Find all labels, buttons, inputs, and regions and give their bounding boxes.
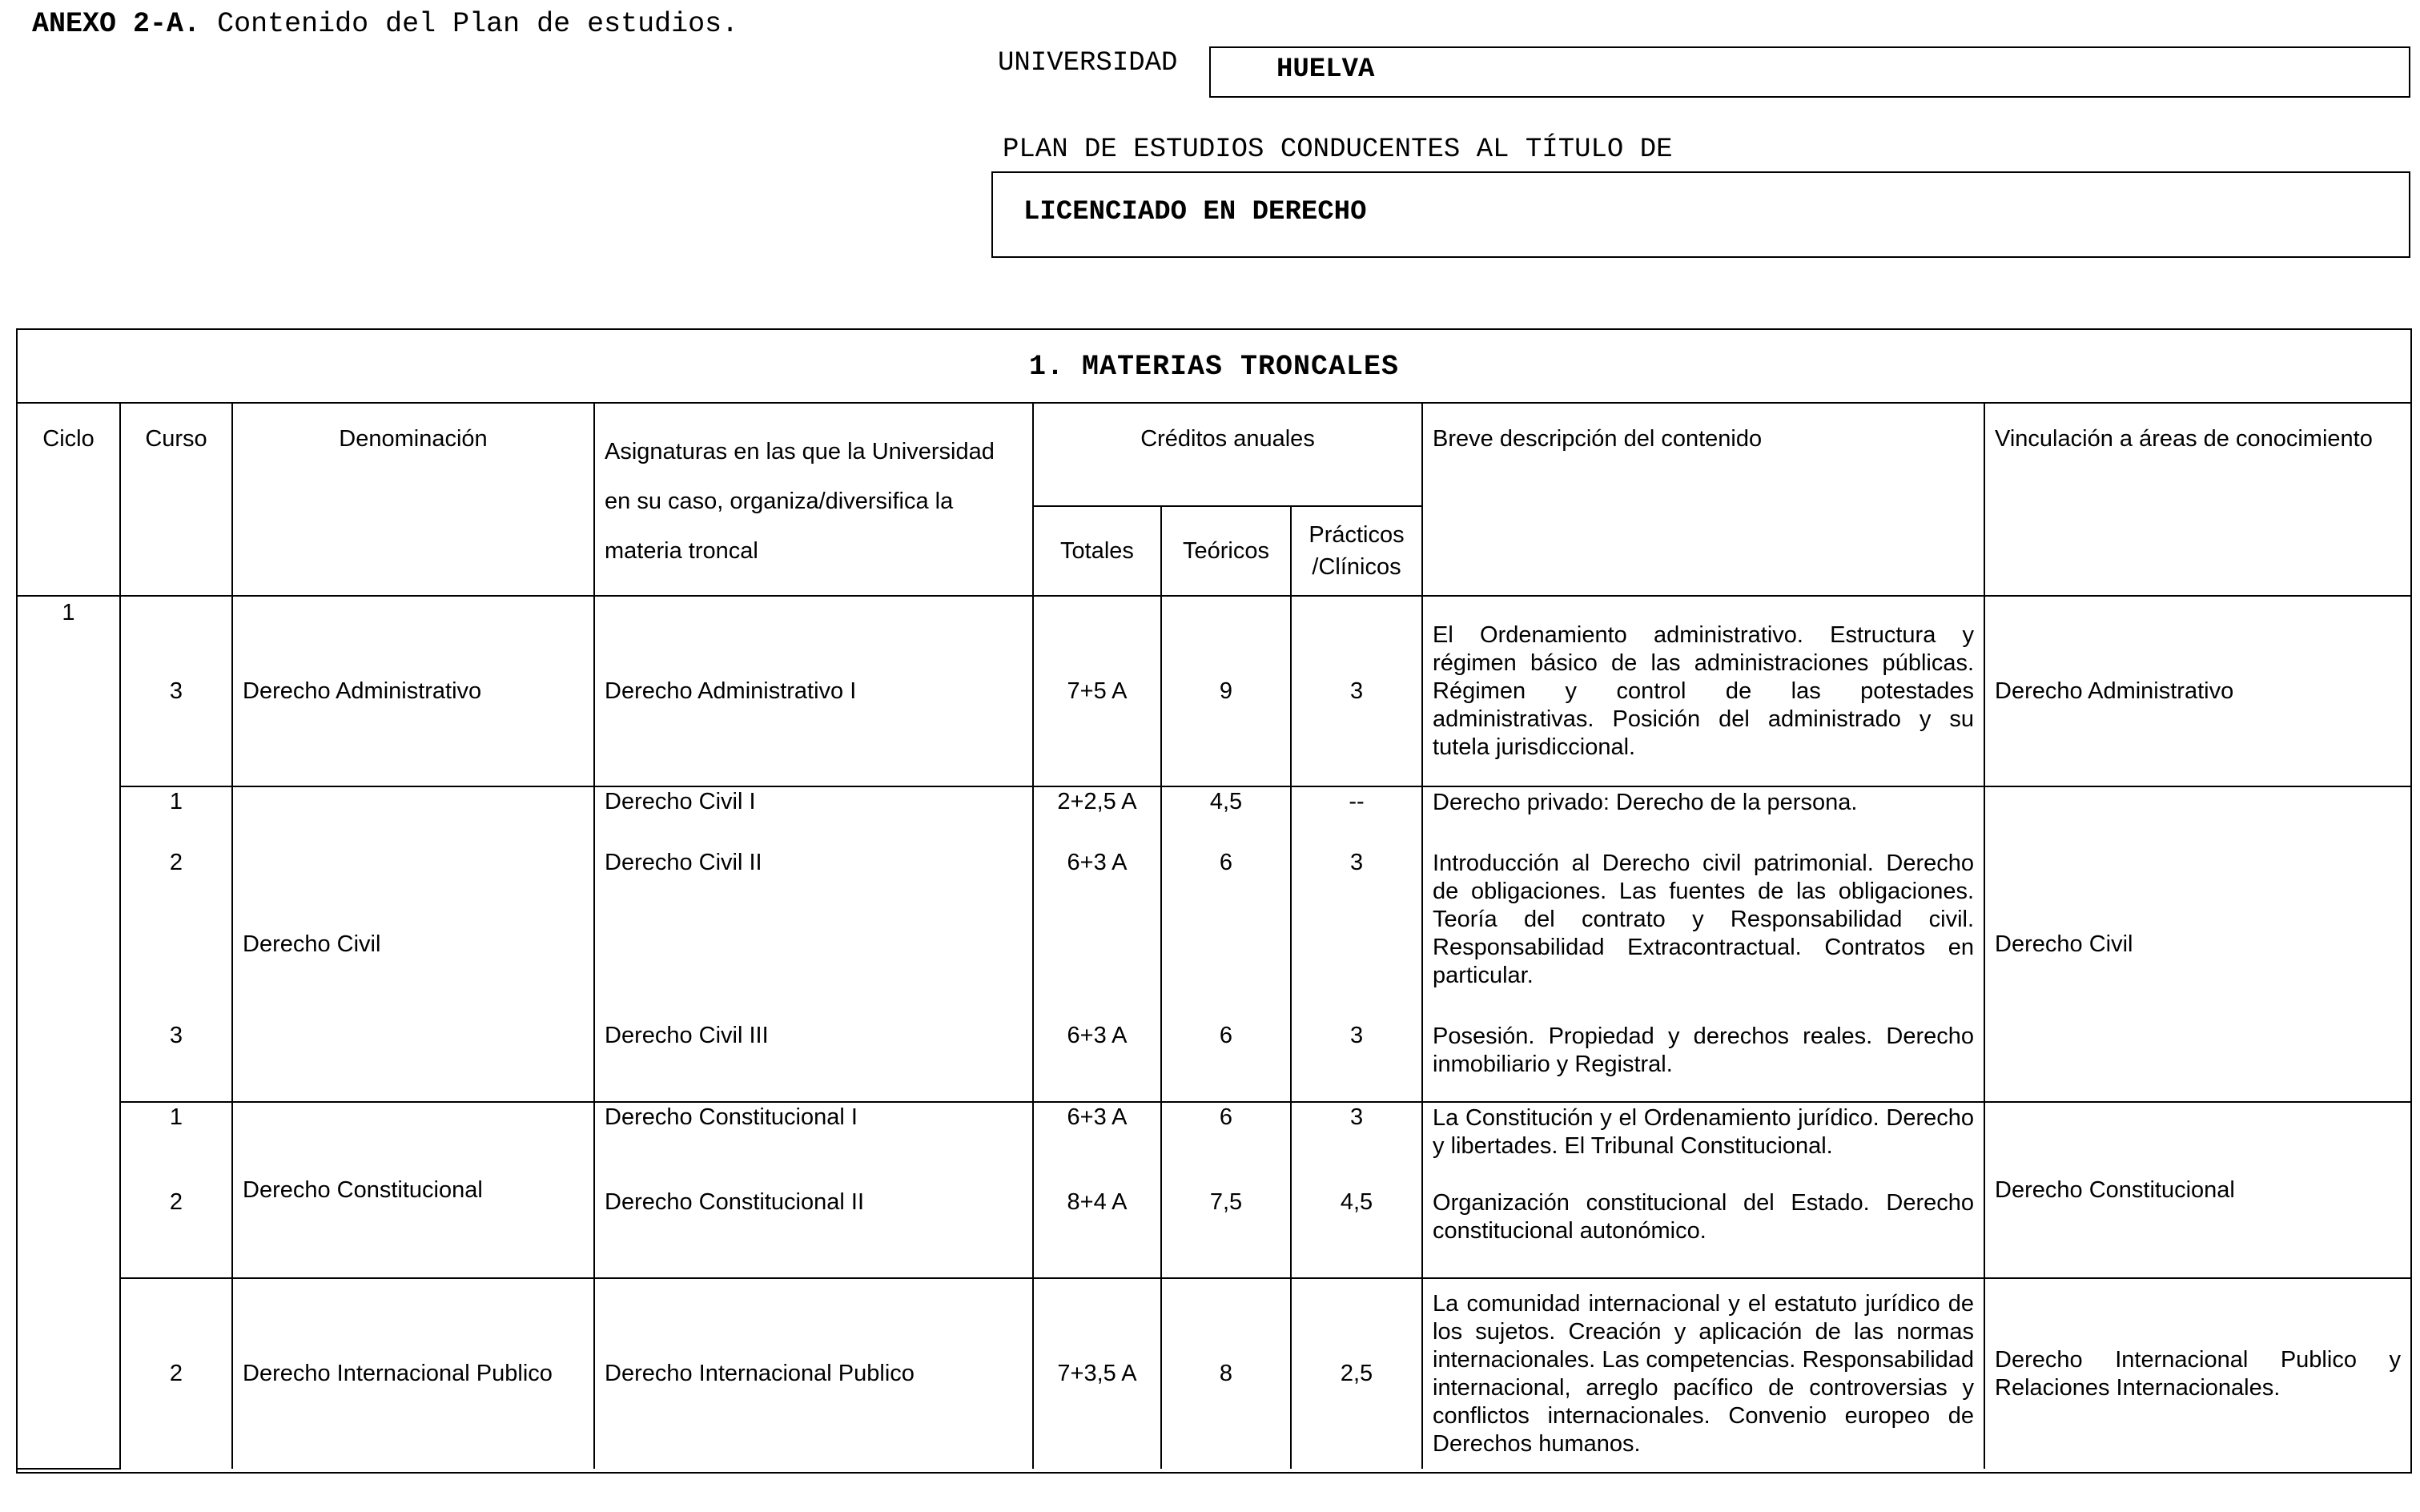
asignatura-cell: [594, 786, 1033, 1102]
practicos-value: --: [1349, 789, 1365, 814]
descripcion-value: Derecho privado: Derecho de la persona.: [1433, 790, 1858, 815]
col-teoricos: Teóricos: [1161, 506, 1291, 596]
totales-value: 6+3 A: [1067, 1104, 1128, 1130]
teoricos-value: 6: [1219, 850, 1233, 875]
teoricos-cell: 8: [1161, 1278, 1291, 1469]
table-row: [18, 1102, 2410, 1278]
denominacion-cell: Derecho Civil: [232, 786, 594, 1102]
descripcion-value: Organización constitucional del Estado. Derecho constitucional autonómico.: [1433, 1190, 1975, 1244]
table-row: [18, 1278, 2410, 1469]
curso-value: 1: [169, 789, 183, 814]
degree-value: LICENCIADO EN DERECHO: [1023, 197, 1367, 227]
university-label: UNIVERSIDAD: [998, 48, 1178, 78]
curriculum-grid: [18, 404, 2410, 1470]
curso-value: 1: [169, 1104, 183, 1130]
curso-cell: 3: [120, 596, 232, 786]
descripcion-value: Posesión. Propiedad y derechos reales. Derecho inmobiliario y Registral.: [1433, 1023, 1975, 1077]
curso-cell: [120, 1102, 232, 1278]
vinculacion-cell: Derecho Administrativo: [1984, 596, 2410, 786]
denominacion-cell: Derecho Constitucional: [232, 1102, 594, 1278]
descripcion-cell: [1422, 1102, 1984, 1278]
vinculacion-cell: Derecho Internacional Publico y Relaciones Internacionales.: [1984, 1278, 2410, 1469]
practicos-cell: [1291, 1102, 1422, 1278]
annex-number: ANEXO 2-A.: [32, 8, 201, 40]
curso-value: 2: [169, 850, 183, 875]
practicos-cell: 3: [1291, 596, 1422, 786]
practicos-cell: 2,5: [1291, 1278, 1422, 1469]
practicos-cell: [1291, 786, 1422, 1102]
totales-value: 6+3 A: [1067, 850, 1128, 875]
asignatura-cell: Derecho Administrativo I: [594, 596, 1033, 786]
descripcion-value: Introducción al Derecho civil patrimonial. Derecho de obligaciones. Las fuentes de las obligaciones. Teoría del contrato y Responsabilidad civil. Responsabilidad Extracontractual. Contratos en particular.: [1433, 850, 1975, 988]
descripcion-value: La Constitución y el Ordenamiento jurídico. Derecho y libertades. El Tribunal Constitucional.: [1433, 1105, 1975, 1159]
table-title: 1. MATERIAS TRONCALES: [18, 330, 2410, 404]
university-value: HUELVA: [1276, 54, 1375, 85]
denominacion-cell: Derecho Administrativo: [232, 596, 594, 786]
practicos-value: 4,5: [1340, 1189, 1373, 1215]
col-practicos: Prácticos /Clínicos: [1291, 506, 1422, 596]
asignatura-value: Derecho Civil II: [605, 850, 762, 875]
col-curso: Curso: [120, 404, 232, 596]
teoricos-cell: [1161, 786, 1291, 1102]
table-row: [18, 786, 2410, 1102]
teoricos-value: 6: [1219, 1023, 1233, 1048]
teoricos-cell: 9: [1161, 596, 1291, 786]
descripcion-cell: El Ordenamiento administrativo. Estructura y régimen básico de las administraciones públicas. Régimen y control de las potestades administrativas. Posición del administrado y su tutela jurisdiccional.: [1422, 596, 1984, 786]
plan-label: PLAN DE ESTUDIOS CONDUCENTES AL TÍTULO DE: [1003, 135, 1673, 165]
totales-value: 2+2,5 A: [1057, 789, 1137, 814]
col-totales: Totales: [1033, 506, 1161, 596]
col-denominacion: Denominación: [232, 404, 594, 596]
practicos-value: 3: [1349, 850, 1364, 875]
curso-cell: [120, 786, 232, 1102]
totales-cell: 7+3,5 A: [1033, 1278, 1161, 1469]
descripcion-cell: La comunidad internacional y el estatuto jurídico de los sujetos. Creación y aplicación de las normas internacionales. Las competencias. Responsabilidad internacional, arreglo pacífico de controversias y conflictos internacionales. Convenio europeo de Derechos humanos.: [1422, 1278, 1984, 1469]
curso-cell: 2: [120, 1278, 232, 1469]
asignatura-cell: [594, 1102, 1033, 1278]
vinculacion-cell: Derecho Constitucional: [1984, 1102, 2410, 1278]
col-descripcion: Breve descripción del contenido: [1422, 404, 1984, 596]
teoricos-value: 4,5: [1209, 789, 1243, 814]
annex-heading: [32, 8, 738, 40]
asignatura-value: Derecho Civil I: [605, 789, 756, 814]
col-vinculacion: Vinculación a áreas de conocimiento: [1984, 404, 2410, 596]
totales-cell: [1033, 1102, 1161, 1278]
practicos-value: 3: [1349, 1023, 1364, 1048]
teoricos-cell: [1161, 1102, 1291, 1278]
annex-title: Contenido del Plan de estudios.: [217, 8, 739, 40]
teoricos-value: 6: [1219, 1104, 1233, 1130]
subjects-table: [16, 328, 2412, 1474]
totales-cell: 7+5 A: [1033, 596, 1161, 786]
totales-value: 6+3 A: [1067, 1023, 1128, 1048]
descripcion-cell: [1422, 786, 1984, 1102]
totales-value: 8+4 A: [1067, 1189, 1128, 1215]
curso-value: 2: [169, 1189, 183, 1215]
asignatura-cell: Derecho Internacional Publico: [594, 1278, 1033, 1469]
asignatura-value: Derecho Constitucional II: [605, 1189, 864, 1215]
totales-cell: [1033, 786, 1161, 1102]
asignatura-value: Derecho Civil III: [605, 1023, 769, 1048]
col-ciclo: Ciclo: [18, 404, 120, 596]
curso-value: 3: [169, 1023, 183, 1048]
university-box: [1209, 46, 2410, 98]
teoricos-value: 7,5: [1209, 1189, 1243, 1215]
degree-box: [991, 171, 2410, 258]
vinculacion-cell: Derecho Civil: [1984, 786, 2410, 1102]
col-asignaturas: Asignaturas en las que la Universidad en su caso, organiza/diversifica la materia troncal: [594, 404, 1033, 596]
table-row: [18, 596, 2410, 786]
ciclo-value: 1: [18, 596, 120, 1469]
asignatura-value: Derecho Constitucional I: [605, 1104, 858, 1130]
denominacion-cell: Derecho Internacional Publico: [232, 1278, 594, 1469]
col-creditos: Créditos anuales: [1033, 404, 1422, 506]
practicos-value: 3: [1349, 1104, 1364, 1130]
